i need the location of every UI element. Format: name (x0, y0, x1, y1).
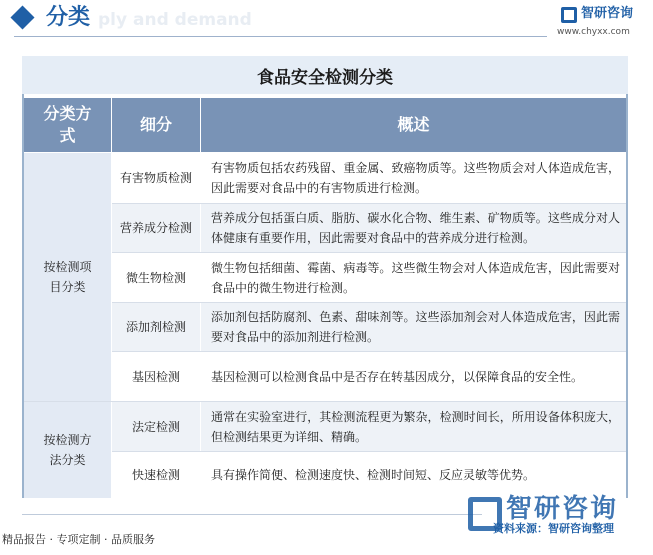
overview-cell: 有害物质包括农药残留、重金属、致癌物质等。这些物质会对人体造成危害，因此需要对食品中的有害物质进行检测。 (201, 153, 626, 203)
column-header-overview: 概述 (201, 98, 626, 152)
category-cell-by-item: 按检测项目分类 (24, 153, 111, 401)
column-header-method: 分类方式 (24, 98, 111, 152)
subcategory-cell: 微生物检测 (112, 253, 200, 302)
diamond-icon (10, 5, 34, 29)
watermark-brand-name: 智研咨询 (506, 494, 619, 524)
overview-cell: 基因检测可以检测食品中是否存在转基因成分，以保障食品的安全性。 (201, 352, 626, 401)
subcategory-cell: 法定检测 (112, 402, 200, 451)
subcategory-cell: 快速检测 (112, 452, 200, 498)
overview-cell: 营养成分包括蛋白质、脂肪、碳水化合物、维生素、矿物质等。这些成分对人体健康有重要作用，因此需要对食品中的营养成分进行检测。 (201, 204, 626, 252)
overview-cell: 通常在实验室进行，其检测流程更为繁杂，检测时间长，所用设备体积庞大，但检测结果更为详细、精确。 (201, 402, 626, 451)
section-ghost-text: ply and demand (98, 10, 252, 30)
subcategory-cell: 添加剂检测 (112, 303, 200, 351)
brand-url: www.chyxx.com (557, 27, 630, 37)
overview-cell: 添加剂包括防腐剂、色素、甜味剂等。这些添加剂会对人体造成危害，因此需要对食品中的添加剂进行检测。 (201, 303, 626, 351)
footer-divider (22, 514, 482, 515)
header-divider (14, 36, 547, 37)
brand-name: 智研咨询 (581, 6, 634, 21)
category-cell-by-method: 按检测方法分类 (24, 402, 111, 498)
subcategory-cell: 有害物质检测 (112, 153, 200, 203)
subcategory-cell: 基因检测 (112, 352, 200, 401)
overview-cell: 具有操作简便、检测速度快、检测时间短、反应灵敏等优势。 (201, 452, 626, 498)
source-note: 资料来源：智研咨询整理 (493, 522, 614, 535)
table-title: 食品安全检测分类 (22, 56, 628, 94)
footer-tags: 精品报告 · 专项定制 · 品质服务 (2, 533, 155, 546)
subcategory-cell: 营养成分检测 (112, 204, 200, 252)
column-header-subcategory: 细分 (112, 98, 200, 152)
overview-cell: 微生物包括细菌、霉菌、病毒等。这些微生物会对人体造成危害，因此需要对食品中的微生物进行检测。 (201, 253, 626, 302)
top-bar (0, 0, 653, 40)
brand-logo-icon (561, 7, 577, 23)
section-title: 分类 (46, 5, 91, 30)
